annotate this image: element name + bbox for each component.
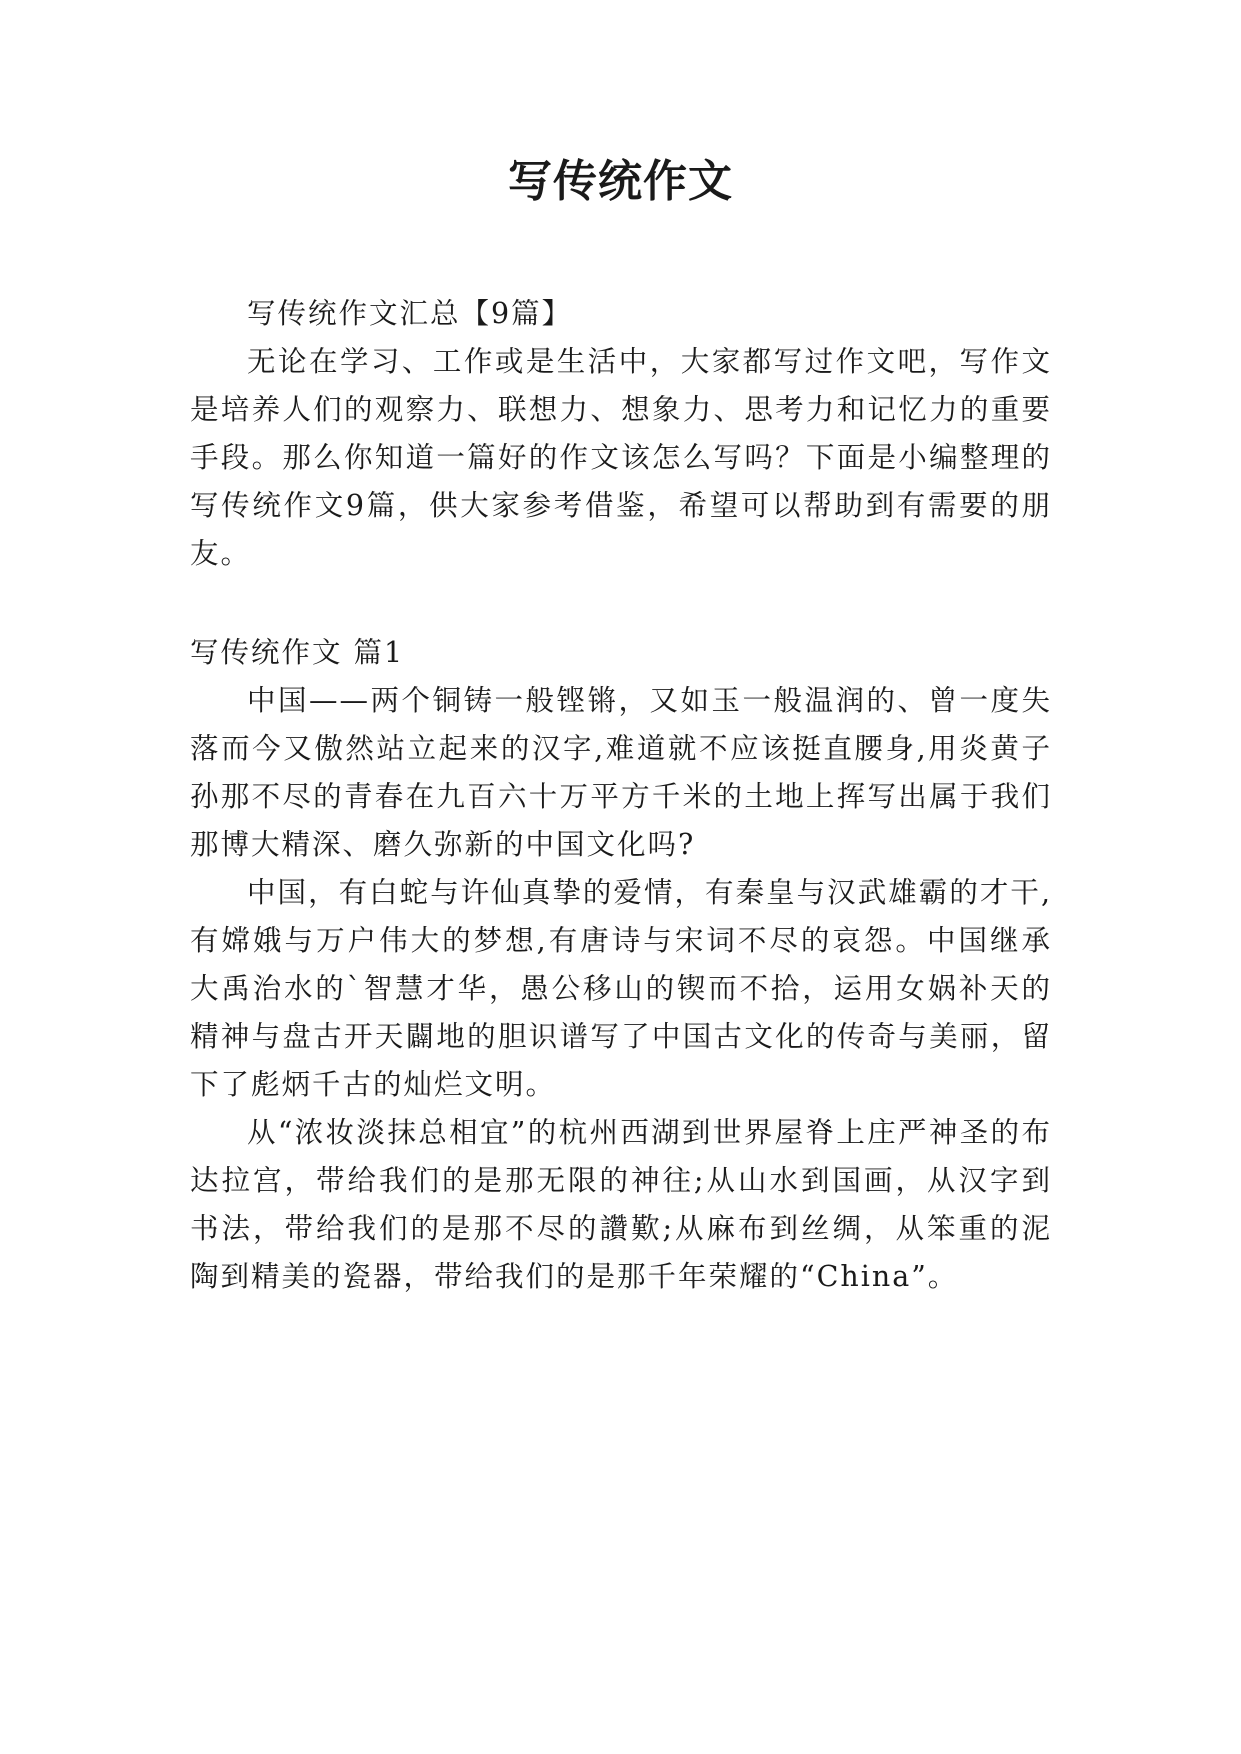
- section-heading: 写传统作文 篇1: [190, 636, 405, 669]
- body-paragraph: 从“浓妆淡抹总相宜”的杭州西湖到世界屋脊上庄严神圣的布达拉宫，带给我们的是那无限的神往;从山水到国画，从汉字到书法，带给我们的是那不尽的讚歎;从麻布到丝绸，从笨重的泥陶到精美的瓷器，带给我们的是那千年荣耀的“China”。: [190, 1116, 1052, 1293]
- document-body: [190, 290, 1052, 1301]
- body-paragraph: 中国——两个铜铸一般铿锵，又如玉一般温润的、曾一度失落而今又傲然站立起来的汉字,难道就不应该挺直腰身,用炎黄子孙那不尽的青春在九百六十万平方千米的土地上挥写出属于我们那博大精深、磨久弥新的中国文化吗?: [190, 684, 1052, 861]
- document-title: 写传统作文: [508, 156, 733, 207]
- body-paragraph: 中国，有白蛇与许仙真挚的爱情，有秦皇与汉武雄霸的才干,有嫦娥与万户伟大的梦想,有唐诗与宋词不尽的哀怨。中国继承大禹治水的`智慧才华，愚公移山的锲而不拾，运用女娲补天的精神与盘古开天闢地的胆识谱写了中国古文化的传奇与美丽，留下了彪炳千古的灿烂文明。: [190, 876, 1052, 1101]
- summary-line: 写传统作文汇总【9篇】: [247, 297, 573, 330]
- intro-paragraph: 无论在学习、工作或是生活中，大家都写过作文吧，写作文是培养人们的观察力、联想力、想象力、思考力和记忆力的重要手段。那么你知道一篇好的作文该怎么写吗？下面是小编整理的写传统作文9篇，供大家参考借鉴，希望可以帮助到有需要的朋友。: [190, 345, 1052, 570]
